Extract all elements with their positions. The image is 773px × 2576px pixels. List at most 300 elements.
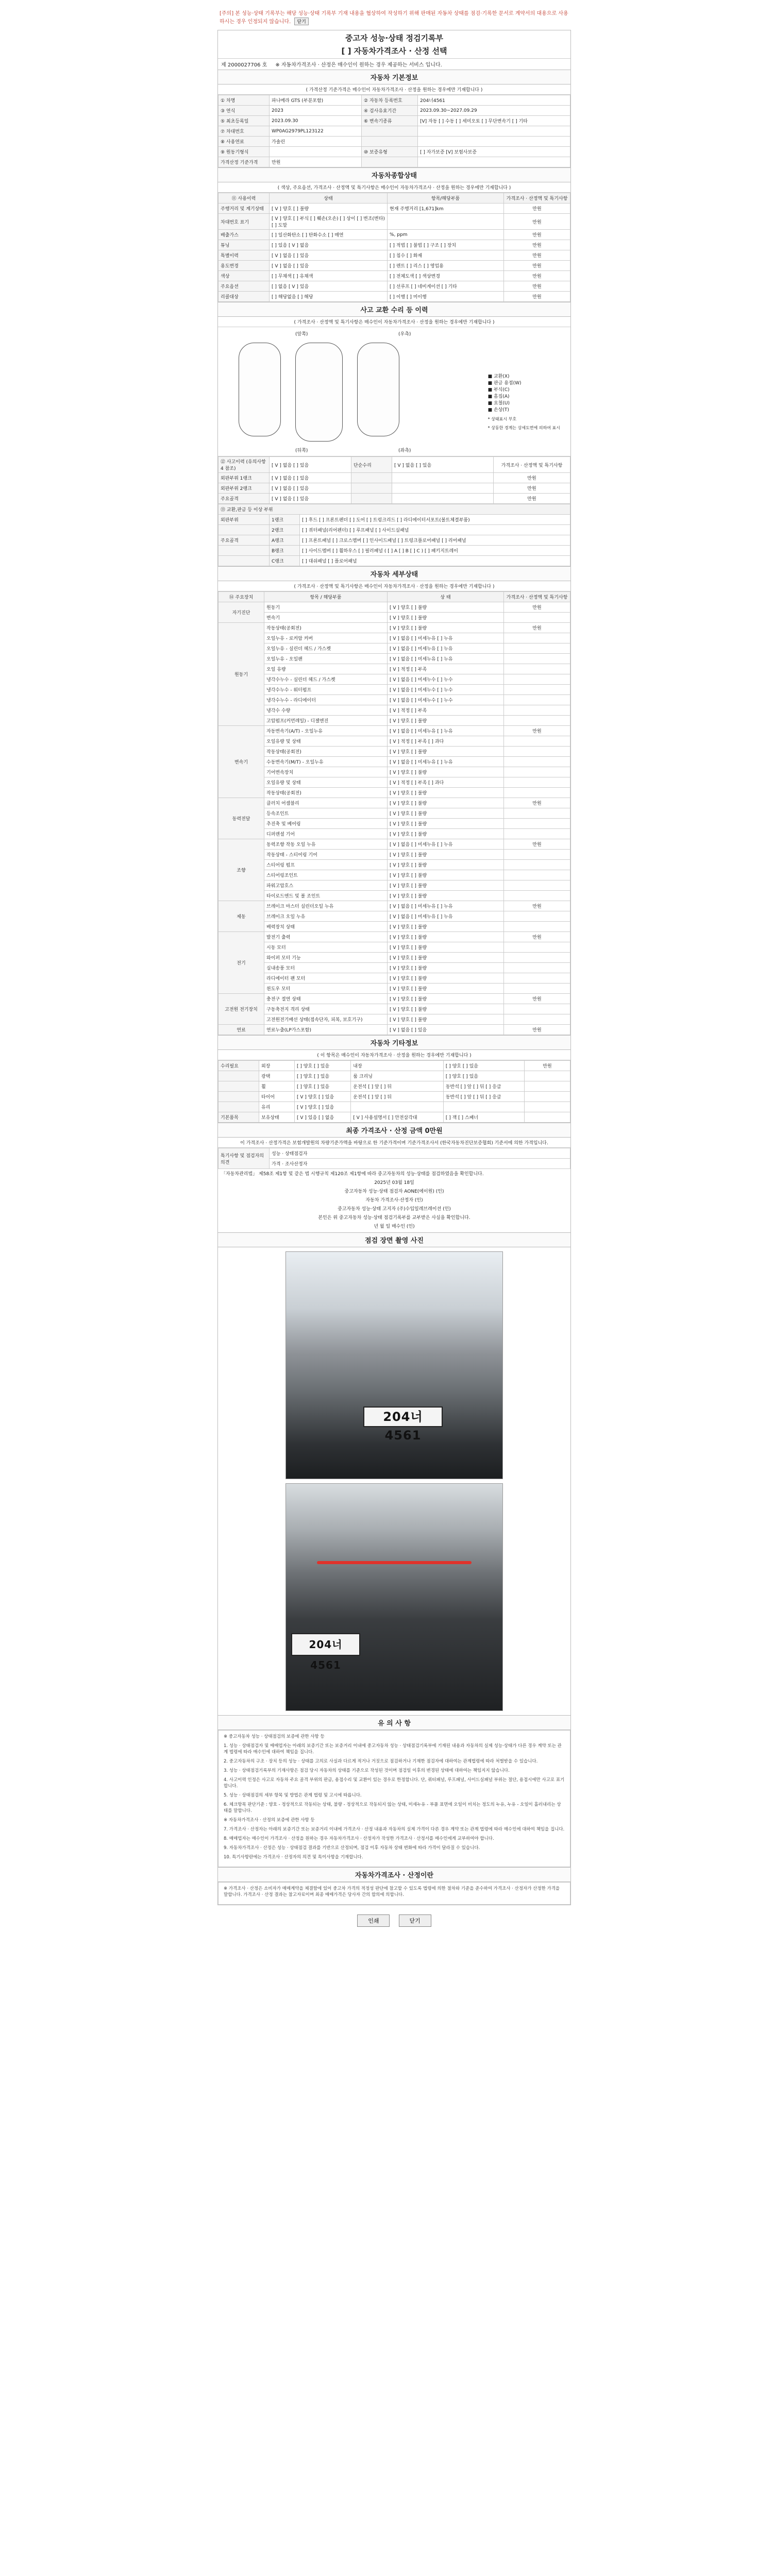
rear-plate: 204너 4561 — [291, 1633, 360, 1656]
bottom-buttons — [217, 1905, 571, 1936]
detail-item: 연료누출(LP가스포함) — [264, 1025, 388, 1035]
ext-rank: C랭크 — [270, 556, 300, 566]
accident-key: 외판부위 2랭크 — [219, 483, 270, 494]
detail-status: [ V ] 없음 [ ] 미세누유 [ ] 누유 — [388, 643, 504, 654]
basic-key — [362, 157, 418, 167]
detail-status: [ V ] 양호 [ ] 불량 — [388, 973, 504, 984]
accident-status: [ V ] 없음 [ ] 있음 — [270, 457, 351, 473]
other-d: 동반석 [ ] 앞 [ ] 뒤 [ ] 응급 — [443, 1081, 524, 1092]
basic-key: ⑤ 최초등록일 — [219, 116, 270, 126]
legend-item: ■ 요철(U) — [488, 401, 510, 406]
legend-foot2: * 상동한 경계는 상세도면에 의하여 표시 — [488, 426, 560, 430]
detail-value — [504, 716, 570, 726]
other-row — [219, 1081, 570, 1092]
print-button[interactable]: 인쇄 — [357, 1914, 390, 1927]
detail-item: 오일누유 - 로커암 커버 — [264, 633, 388, 643]
accident-note: ( 가격조사 · 산정액 및 특기사항은 매수인이 자동차가격조사 · 산정을 원하는 경우에만 기재합니다 ) — [218, 317, 570, 327]
detail-value — [504, 757, 570, 767]
other-a: 보유상태 — [259, 1112, 295, 1123]
cert-title: 자동차가격조사 · 산정이란 — [218, 1867, 570, 1882]
final-law: 「자동차관리법」 제58조 제1항 및 같은 법 시행규칙 제120조 제1항에 따라 중고자동차의 성능·상태를 점검하였음을 확인합니다. — [221, 1172, 484, 1177]
page-subtitle: [ ] 자동차가격조사 · 산정 선택 — [341, 46, 447, 56]
detail-status: [ V ] 양호 [ ] 불량 — [388, 870, 504, 880]
photos-title: 점검 장면 촬영 사진 — [218, 1232, 570, 1247]
final-cert — [218, 1171, 570, 1230]
detail-group: 원동기 — [219, 623, 264, 726]
basic-key: ⑦ 차대번호 — [219, 126, 270, 137]
basic-key — [362, 126, 418, 137]
detail-item: 작동상태(공회전) — [264, 747, 388, 757]
signer-line — [221, 1206, 567, 1213]
notice-text: [주의] 본 성능·상태 기록부는 해당 성능·상태 기록부 기재 내용을 협상하여 작성하기 위해 판매된 자동차 상태를 점검·기록한 문서로 계약서의 대용으로 사용하시는 경우 인정되지 않습니다. — [220, 11, 568, 25]
detail-item: 작동상태(공회전) — [264, 623, 388, 633]
signer-name: (주)수입일레브레이션 — [397, 1207, 443, 1212]
other-key — [219, 1102, 259, 1112]
notice-banner — [217, 0, 571, 28]
detail-row — [219, 984, 570, 994]
note-paragraph: 4. 사고이력 인정은 사고로 자동차 주요 골격 부위의 판금, 용접수리 및 교환이 있는 경우로 한정합니다. 단, 쿼터패널, 루프패널, 사이드실패널 부위는 절단, 용접시에만 사고로 표기합니다. — [224, 1777, 565, 1789]
other-row — [219, 1061, 570, 1071]
accident-table — [218, 456, 570, 504]
accident-key2: 단순수리 — [351, 457, 392, 473]
detail-row — [219, 726, 570, 736]
overall-row — [219, 230, 570, 240]
basic-row — [219, 116, 570, 126]
detail-status: [ V ] 양호 [ ] 불량 — [388, 932, 504, 942]
detail-item: 실내송풍 모터 — [264, 963, 388, 973]
overall-part: 현재 주행거리 [1,671]km — [388, 204, 504, 214]
detail-row — [219, 623, 570, 633]
detail-item: 스티어링조인트 — [264, 870, 388, 880]
final-check-v1: 성능 · 상태점검자 — [270, 1148, 570, 1159]
note-paragraph: 10. 특기사항란에는 가격조사 · 산정자의 의견 및 특이사항을 기재합니다. — [224, 1855, 363, 1860]
detail-title: 자동차 세부상태 — [218, 566, 570, 581]
detail-row — [219, 736, 570, 747]
notice-close-button[interactable]: 닫기 — [294, 18, 308, 25]
basic-value — [418, 137, 570, 147]
other-title: 자동차 기타정보 — [218, 1035, 570, 1050]
overall-key: 특별이력 — [219, 250, 270, 261]
other-a: 타이어 — [259, 1092, 295, 1102]
detail-row — [219, 922, 570, 932]
detail-value: 만원 — [504, 623, 570, 633]
note-paragraph: 1. 성능 · 상태점검자 및 매매업자는 아래의 보증기간 또는 보증거리 이내에 중고자동차 성능 · 상태점검기록부에 기재된 내용과 자동차의 실제 성능·상태가 다른 경우 계약 또는 관계 법령에 따라 매수인에 대하여 책임을 집니다. — [224, 1743, 562, 1755]
cert-text: ※ 가격조사 · 산정은 소비자가 매매계약을 체결함에 있어 중고차 가격의 적정성 판단에 참고할 수 있도록 법령에 의한 절차와 기준을 준수하여 가격조사 · 산정자가 산정한 가격을 말합니다. 가격조사 · 산정 결과는 참고자료이며 최종 매매가격은 당사자 간의 합의에 의합니다. — [224, 1886, 560, 1897]
overall-row — [219, 240, 570, 250]
other-value — [525, 1112, 570, 1123]
detail-status: [ V ] 적정 [ ] 부족 — [388, 705, 504, 716]
basic-value — [270, 147, 362, 157]
other-key — [219, 1081, 259, 1092]
ext-value: [ ] 쿼터패널(리어펜더) [ ] 루프패널 [ ] 사이드실패널 — [300, 525, 570, 535]
detail-item: 동력조향 작동 오일 누유 — [264, 839, 388, 850]
detail-status: [ V ] 양호 [ ] 불량 — [388, 994, 504, 1004]
overall-status: [ ] 없음 [ V ] 있음 — [270, 281, 388, 292]
detail-status: [ V ] 양호 [ ] 불량 — [388, 798, 504, 808]
detail-row — [219, 777, 570, 788]
detail-status: [ V ] 없음 [ ] 미세누수 [ ] 누수 — [388, 695, 504, 705]
accident-value: 만원 — [494, 483, 570, 494]
ext-row — [219, 546, 570, 556]
detail-item: 시동 모터 — [264, 942, 388, 953]
basic-note: ( 가격산정 기준가격은 매수인이 자동차가격조사 · 산정을 원하는 경우에만 기재합니다 ) — [218, 84, 570, 95]
note-paragraph: 8. 매매업자는 매수인이 가격조사 · 산정을 원하는 경우 자동차가격조사 · 산정자가 작성한 가격조사 · 산정서를 매수인에게 교부하여야 합니다. — [224, 1836, 494, 1841]
basic-value: [V] 자동 [ ] 수동 [ ] 세미오토 [ ] 무단변속기 [ ] 기타 — [418, 116, 570, 126]
detail-row — [219, 767, 570, 777]
other-d: [ ] 양호 [ ] 있음 — [443, 1061, 524, 1071]
other-value: 만원 — [525, 1061, 570, 1071]
detail-item: 오일 유량 — [264, 664, 388, 674]
ext-key: 외판부위 — [219, 515, 270, 525]
detail-item: 고전원전기배선 상태(접속단자, 피복, 보호기구) — [264, 1014, 388, 1025]
signer-line — [221, 1197, 567, 1204]
ext-value: [ ] 프론트패널 [ ] 크로스멤버 [ ] 인사이드패널 [ ] 트렁크플로어패널 [ ] 리어패널 — [300, 535, 570, 546]
detail-row — [219, 613, 570, 623]
overall-value: 만원 — [504, 292, 570, 302]
detail-header-cell: 항목 / 해당부품 — [264, 592, 388, 602]
detail-row — [219, 891, 570, 901]
detail-value — [504, 633, 570, 643]
front-photo — [285, 1251, 503, 1479]
final-title: 최종 가격조사 · 산정 금액 0만원 — [218, 1123, 570, 1138]
overall-status: [ V ] 없음 [ ] 있음 — [270, 250, 388, 261]
detail-row — [219, 685, 570, 695]
detail-row — [219, 953, 570, 963]
detail-status: [ V ] 없음 [ ] 미세누유 [ ] 누유 — [388, 633, 504, 643]
detail-item: 기어변속장치 — [264, 767, 388, 777]
note-paragraph: ※ 자동차가격조사 · 산정의 보증에 관한 사항 등 — [224, 1818, 315, 1823]
legend-item: ■ 손상(T) — [488, 408, 509, 413]
detail-status: [ V ] 양호 [ ] 불량 — [388, 860, 504, 870]
detail-value — [504, 984, 570, 994]
detail-row — [219, 674, 570, 685]
note-paragraph: 6. 체크항목 판단기준 : 양호 - 정상적으로 작동되는 상태, 불량 - 정상적으로 작동되지 않는 상태, 미세누유 - 부품 표면에 오일이 비치는 정도의 누유, 누유 - 오일이 흘러내리는 상태를 말합니다. — [224, 1802, 561, 1814]
overall-row — [219, 214, 570, 230]
legend-item: ■ 흠집(A) — [488, 394, 510, 399]
page-title: 중고자 성능·상태 정검기록부 — [345, 33, 444, 43]
legend-item: ■ 교환(X) — [488, 374, 510, 379]
other-row — [219, 1092, 570, 1102]
signers — [218, 1189, 570, 1213]
overall-key: 주요옵션 — [219, 281, 270, 292]
final-receipt-line: 년 월 일 매수인 (인) — [374, 1224, 415, 1229]
detail-status: [ V ] 양호 [ ] 불량 — [388, 716, 504, 726]
detail-value — [504, 808, 570, 819]
detail-value — [504, 911, 570, 922]
overall-value: 만원 — [504, 250, 570, 261]
detail-item: 디퍼렌셜 기어 — [264, 829, 388, 839]
accident-value: 만원 — [494, 494, 570, 504]
detail-item: 클러치 어셈블리 — [264, 798, 388, 808]
detail-group: 전기 — [219, 932, 264, 994]
rear-photo — [285, 1483, 503, 1711]
detail-header-cell: ⑭ 주요장치 — [219, 592, 264, 602]
detail-item: 냉각수 수량 — [264, 705, 388, 716]
doc-note: ※ 자동차가격조사 · 산정은 매수인이 원하는 경우 제공하는 서비스 입니다. — [275, 62, 442, 68]
detail-row — [219, 1025, 570, 1035]
accident-status2: [ V ] 없음 [ ] 있음 — [392, 457, 494, 473]
detail-item: 추진축 및 베어링 — [264, 819, 388, 829]
other-b: [ ] 양호 [ ] 있음 — [295, 1061, 351, 1071]
detail-value — [504, 963, 570, 973]
detail-row — [219, 839, 570, 850]
detail-status: [ V ] 양호 [ ] 불량 — [388, 942, 504, 953]
detail-table — [218, 591, 570, 1035]
other-a: 외장 — [259, 1061, 295, 1071]
overall-row — [219, 204, 570, 214]
overall-table — [218, 193, 570, 302]
detail-item: 발전기 출력 — [264, 932, 388, 942]
other-value — [525, 1071, 570, 1081]
detail-row — [219, 973, 570, 984]
accident-value: 가격조사 · 산정액 및 특기사항 — [494, 457, 570, 473]
left-label: (좌측) — [398, 448, 411, 453]
detail-value — [504, 777, 570, 788]
front-label: (앞쪽) — [295, 332, 308, 337]
accident-status2 — [392, 483, 494, 494]
detail-item: 변속기 — [264, 613, 388, 623]
ext-key — [219, 556, 270, 566]
accident-status: [ V ] 없음 [ ] 있음 — [270, 494, 351, 504]
basic-key: ④ 검사유효기간 — [362, 106, 418, 116]
ext-value: [ ] 후드 [ ] 프론트펜더 [ ] 도어 [ ] 트렁크리드 [ ] 라디에이터서포트(볼트체결부품) — [300, 515, 570, 525]
overall-key: 배출가스 — [219, 230, 270, 240]
detail-status: [ V ] 양호 [ ] 불량 — [388, 602, 504, 613]
basic-key: ⑨ 원동기형식 — [219, 147, 270, 157]
detail-item: 브레이크 오일 누유 — [264, 911, 388, 922]
detail-row — [219, 860, 570, 870]
close-button[interactable]: 닫기 — [399, 1914, 431, 1927]
overall-value: 만원 — [504, 271, 570, 281]
detail-item: 오일유량 및 상태 — [264, 736, 388, 747]
accident-key: 주요골격 — [219, 494, 270, 504]
detail-value — [504, 1014, 570, 1025]
other-row — [219, 1112, 570, 1123]
other-a: 유리 — [259, 1102, 295, 1112]
final-check-v2: 가격 · 조사산정자 — [270, 1159, 570, 1169]
ext-rank: B랭크 — [270, 546, 300, 556]
note-paragraph: 9. 자동차가격조사 · 산정은 성능 · 상태점검 결과를 기반으로 산정되며, 점검 이후 자동차 상태 변화에 따라 가격이 달라질 수 있습니다. — [224, 1845, 480, 1851]
note-paragraph: 3. 성능 · 상태점검기록부의 기재사항은 점검 당시 자동차의 상태를 기준으로 작성된 것이며 점검일 이후의 변경된 상태에 대하여는 책임지지 않습니다. — [224, 1768, 510, 1773]
other-table — [218, 1060, 570, 1123]
basic-key — [362, 137, 418, 147]
detail-value: 만원 — [504, 901, 570, 911]
damage-legend — [488, 374, 560, 431]
car-left-view — [239, 343, 281, 436]
detail-status: [ V ] 없음 [ ] 미세누수 [ ] 누수 — [388, 674, 504, 685]
detail-value — [504, 850, 570, 860]
detail-group: 고전원 전기장치 — [219, 994, 264, 1025]
detail-status: [ V ] 양호 [ ] 불량 — [388, 613, 504, 623]
overall-header-cell: 가격조사 · 산정액 및 특기사항 — [504, 193, 570, 204]
detail-row — [219, 705, 570, 716]
ext-title: ⑬ 교환,판금 등 이상 부위 — [219, 504, 570, 515]
detail-item: 라디에이터 팬 모터 — [264, 973, 388, 984]
basic-row — [219, 126, 570, 137]
detail-value — [504, 685, 570, 695]
detail-value — [504, 643, 570, 654]
accident-title: 사고 교환 수리 등 이력 — [218, 302, 570, 317]
other-c: 운전석 [ ] 앞 [ ] 뒤 — [351, 1081, 444, 1092]
other-d: [ ] 양호 [ ] 있음 — [443, 1071, 524, 1081]
detail-item: 원동기 — [264, 602, 388, 613]
detail-item: 고압펌프(커먼레일) - 디젤엔진 — [264, 716, 388, 726]
signer-line — [221, 1189, 567, 1195]
detail-row — [219, 829, 570, 839]
basic-value — [418, 126, 570, 137]
detail-row — [219, 901, 570, 911]
rear-label: (뒤쪽) — [295, 448, 308, 453]
front-plate: 204너 4561 — [363, 1406, 443, 1427]
detail-value: 만원 — [504, 798, 570, 808]
other-d — [443, 1102, 524, 1112]
overall-title: 자동차종합상태 — [218, 167, 570, 182]
final-table — [218, 1148, 570, 1169]
detail-row — [219, 757, 570, 767]
detail-item: 작동상태(공회전) — [264, 788, 388, 798]
other-row — [219, 1102, 570, 1112]
detail-value — [504, 695, 570, 705]
overall-key: 용도변경 — [219, 261, 270, 271]
detail-value: 만원 — [504, 1025, 570, 1035]
other-c: 운전석 [ ] 앞 [ ] 뒤 — [351, 1092, 444, 1102]
other-c: [ V ] 사용설명서 [ ] 안전삼각대 — [351, 1112, 444, 1123]
overall-key: 주행거리 및 계기상태 — [219, 204, 270, 214]
detail-status: [ V ] 양호 [ ] 불량 — [388, 850, 504, 860]
overall-status: [ ] 일산화탄소 [ ] 탄화수소 [ ] 매연 — [270, 230, 388, 240]
detail-item: 냉각수누수 - 실린더 헤드 / 가스켓 — [264, 674, 388, 685]
detail-row — [219, 1014, 570, 1025]
detail-status: [ V ] 없음 [ ] 미세누유 [ ] 누유 — [388, 726, 504, 736]
detail-group: 자기진단 — [219, 602, 264, 623]
detail-status: [ V ] 없음 [ ] 미세누수 [ ] 누수 — [388, 685, 504, 695]
detail-note: ( 가격조사 · 산정액 및 특기사항은 매수인이 자동차가격조사 · 산정을 원하는 경우에만 기재합니다 ) — [218, 581, 570, 591]
signer-role: 자동차 가격조사·산정자 — [365, 1198, 415, 1203]
ext-rank: A랭크 — [270, 535, 300, 546]
title-box — [217, 30, 571, 1905]
detail-status: [ V ] 적정 [ ] 부족 [ ] 과다 — [388, 736, 504, 747]
detail-row — [219, 716, 570, 726]
detail-status: [ V ] 없음 [ ] 미세누유 [ ] 누유 — [388, 757, 504, 767]
basic-key: 가격산정 기준가격 — [219, 157, 270, 167]
final-note: 이 가격조사 · 산정가격은 보험개발원의 차량기준가액을 바탕으로 한 기준가격이며 기준가격조사서 (한국자동차진단보증협회) 기준서에 의한 가격입니다. — [218, 1138, 570, 1148]
detail-status: [ V ] 양호 [ ] 불량 — [388, 984, 504, 994]
final-receipt: 본인은 위 중고자동차 성능·상태 점검기록부를 교부받은 사실을 확인합니다. — [318, 1215, 470, 1221]
basic-value: 2023.09.30 — [270, 116, 362, 126]
overall-status: [ V ] 양호 [ ] 불량 — [270, 204, 388, 214]
overall-status: [ V ] 양호 [ ] 부식 [ ] 훼손(오손) [ ] 상이 [ ] 변조(변타) [ ] 도말 — [270, 214, 388, 230]
basic-value — [418, 157, 570, 167]
detail-row — [219, 963, 570, 973]
overall-value: 만원 — [504, 240, 570, 250]
ext-rank: 1랭크 — [270, 515, 300, 525]
note-paragraph: 7. 가격조사 · 산정자는 아래의 보증기간 또는 보증거리 이내에 가격조사 · 산정 내용과 자동차의 실제 가격이 다른 경우 계약 또는 관계 법령에 따라 매수인에 대하여 책임을 집니다. — [224, 1827, 565, 1832]
overall-row — [219, 292, 570, 302]
right-label: (우측) — [398, 332, 411, 337]
detail-status: [ V ] 양호 [ ] 불량 — [388, 623, 504, 633]
detail-row — [219, 850, 570, 860]
detail-status: [ V ] 없음 [ ] 있음 — [388, 1025, 504, 1035]
detail-group: 변속기 — [219, 726, 264, 798]
other-c: 룸 크리닝 — [351, 1071, 444, 1081]
other-value — [525, 1081, 570, 1092]
detail-group: 제동 — [219, 901, 264, 932]
detail-value — [504, 870, 570, 880]
detail-group: 연료 — [219, 1025, 264, 1035]
car-right-view — [357, 343, 399, 436]
other-b: [ V ] 있음 [ ] 없음 — [295, 1112, 351, 1123]
detail-item: 파워고압호스 — [264, 880, 388, 891]
overall-part: [ ] 선루프 [ ] 네비게이션 [ ] 기타 — [388, 281, 504, 292]
overall-part — [388, 214, 504, 230]
other-value — [525, 1102, 570, 1112]
detail-row — [219, 798, 570, 808]
ext-value: [ ] 대쉬패널 [ ] 플로어패널 — [300, 556, 570, 566]
other-b: [ V ] 양호 [ ] 있음 — [295, 1092, 351, 1102]
report — [217, 0, 571, 1936]
detail-row — [219, 994, 570, 1004]
detail-header — [219, 592, 570, 602]
signer-name: AONE(에이원) — [404, 1189, 436, 1194]
detail-status: [ V ] 양호 [ ] 불량 — [388, 1014, 504, 1025]
other-key — [219, 1071, 259, 1081]
accident-key2 — [351, 473, 392, 483]
accident-row — [219, 473, 570, 483]
detail-status: [ V ] 양호 [ ] 불량 — [388, 819, 504, 829]
detail-row — [219, 880, 570, 891]
notes-title: 유 의 사 항 — [218, 1715, 570, 1730]
basic-key: ① 차명 — [219, 95, 270, 106]
detail-status: [ V ] 양호 [ ] 불량 — [388, 829, 504, 839]
overall-status: [ ] 해당없음 [ ] 해당 — [270, 292, 388, 302]
overall-status: [ ] 있음 [ V ] 없음 — [270, 240, 388, 250]
doc-info — [218, 58, 570, 70]
detail-value: 만원 — [504, 602, 570, 613]
detail-value — [504, 942, 570, 953]
basic-value: 만원 — [270, 157, 362, 167]
detail-row — [219, 942, 570, 953]
detail-status: [ V ] 없음 [ ] 미세누유 [ ] 누유 — [388, 911, 504, 922]
detail-value — [504, 922, 570, 932]
accident-key: ⑫ 사고이력 (유의사항 4 참조) — [219, 457, 270, 473]
detail-value — [504, 747, 570, 757]
detail-item: 스티어링 펌프 — [264, 860, 388, 870]
detail-value — [504, 880, 570, 891]
accident-key2 — [351, 494, 392, 504]
accident-row — [219, 494, 570, 504]
detail-value — [504, 613, 570, 623]
other-d: 동반석 [ ] 앞 [ ] 뒤 [ ] 응급 — [443, 1092, 524, 1102]
other-row — [219, 1071, 570, 1081]
overall-part: %, ppm — [388, 230, 504, 240]
accident-status: [ V ] 없음 [ ] 있음 — [270, 483, 351, 494]
overall-key: 차대번호 표기 — [219, 214, 270, 230]
detail-value — [504, 860, 570, 870]
detail-status: [ V ] 양호 [ ] 불량 — [388, 922, 504, 932]
other-c: 내장 — [351, 1061, 444, 1071]
detail-value — [504, 674, 570, 685]
basic-value: 204너4561 — [418, 95, 570, 106]
final-date: 2025년 03월 18일 — [374, 1180, 414, 1185]
detail-row — [219, 870, 570, 880]
other-c — [351, 1102, 444, 1112]
overall-value: 만원 — [504, 281, 570, 292]
basic-value: 2023 — [270, 106, 362, 116]
overall-key: 리콜대상 — [219, 292, 270, 302]
other-a: 휠 — [259, 1081, 295, 1092]
car-diagram — [218, 327, 570, 456]
overall-value: 만원 — [504, 204, 570, 214]
